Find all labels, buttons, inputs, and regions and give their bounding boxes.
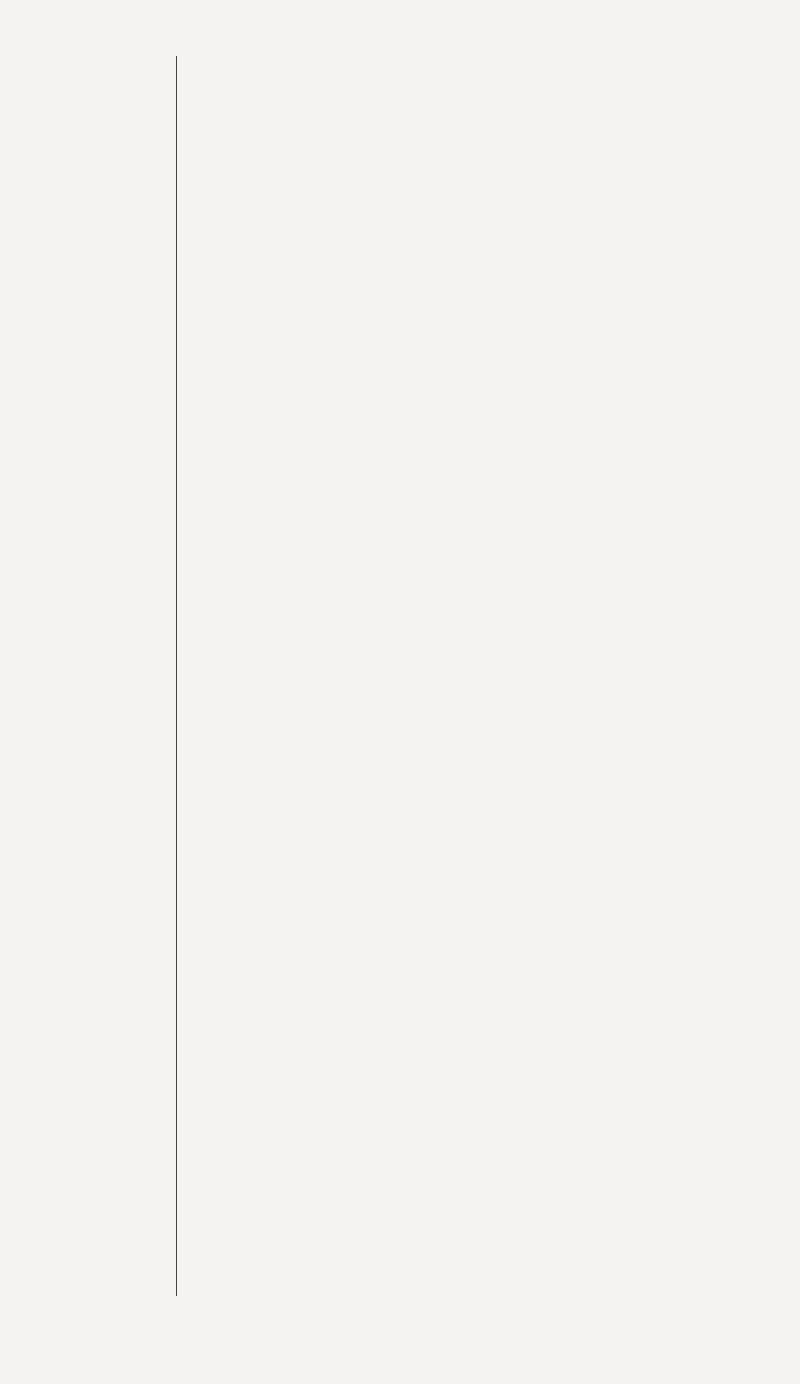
- climate-table: [176, 56, 777, 1296]
